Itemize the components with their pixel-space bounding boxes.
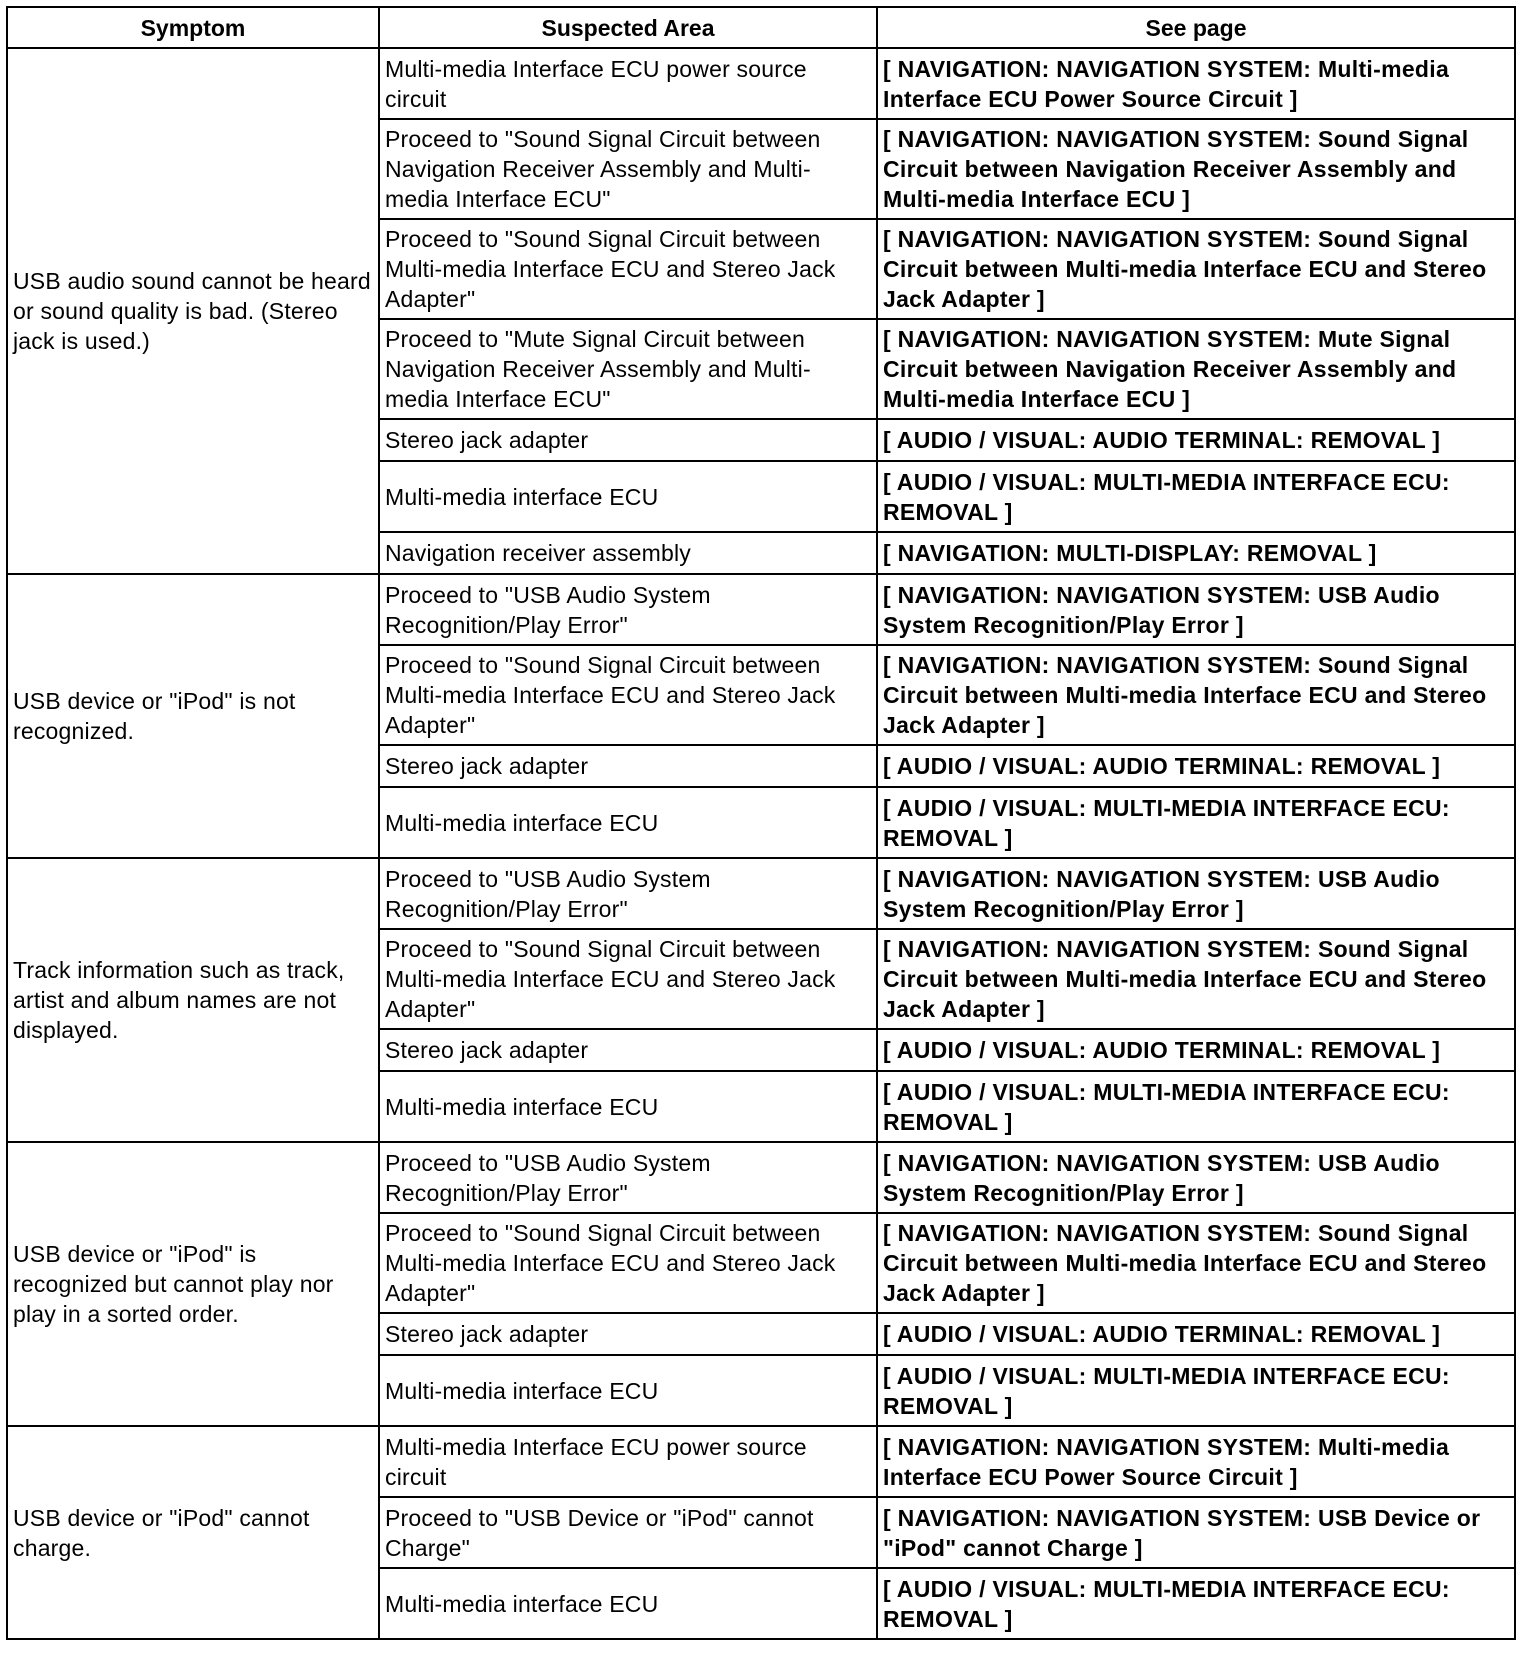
table-row	[7, 48, 1515, 119]
see-page-link[interactable]: [ AUDIO / VISUAL: MULTI-MEDIA INTERFACE ECU: REMOVAL ]	[877, 1355, 1515, 1426]
suspected-area-cell: Multi-media interface ECU	[379, 787, 877, 858]
see-page-link[interactable]: [ NAVIGATION: NAVIGATION SYSTEM: Multi-media Interface ECU Power Source Circuit ]	[877, 1426, 1515, 1497]
suspected-area-cell: Proceed to "Sound Signal Circuit between Multi-media Interface ECU and Stereo Jack Adapter"	[379, 929, 877, 1029]
table-row	[7, 858, 1515, 929]
see-page-link[interactable]: [ NAVIGATION: NAVIGATION SYSTEM: Sound Signal Circuit between Navigation Receiver Assembly and Multi-media Interface ECU ]	[877, 119, 1515, 219]
suspected-area-cell: Stereo jack adapter	[379, 745, 877, 787]
symptom-cell: USB device or "iPod" cannot charge.	[7, 1426, 379, 1639]
suspected-area-cell: Proceed to "USB Device or "iPod" cannot Charge"	[379, 1497, 877, 1568]
see-page-link[interactable]: [ AUDIO / VISUAL: AUDIO TERMINAL: REMOVAL ]	[877, 1029, 1515, 1071]
see-page-link[interactable]: [ NAVIGATION: NAVIGATION SYSTEM: Multi-media Interface ECU Power Source Circuit ]	[877, 48, 1515, 119]
suspected-area-cell: Proceed to "Sound Signal Circuit between Multi-media Interface ECU and Stereo Jack Adapter"	[379, 219, 877, 319]
see-page-link[interactable]: [ AUDIO / VISUAL: MULTI-MEDIA INTERFACE ECU: REMOVAL ]	[877, 787, 1515, 858]
see-page-link[interactable]: [ NAVIGATION: NAVIGATION SYSTEM: Sound Signal Circuit between Multi-media Interface ECU and Stereo Jack Adapter ]	[877, 929, 1515, 1029]
suspected-area-cell: Multi-media Interface ECU power source circuit	[379, 48, 877, 119]
symptom-cell: USB audio sound cannot be heard or sound quality is bad. (Stereo jack is used.)	[7, 48, 379, 574]
symptom-cell: Track information such as track, artist and album names are not displayed.	[7, 858, 379, 1142]
see-page-link[interactable]: [ AUDIO / VISUAL: MULTI-MEDIA INTERFACE ECU: REMOVAL ]	[877, 1568, 1515, 1639]
table-row	[7, 574, 1515, 645]
see-page-link[interactable]: [ NAVIGATION: NAVIGATION SYSTEM: USB Audio System Recognition/Play Error ]	[877, 1142, 1515, 1213]
table-row	[7, 1142, 1515, 1213]
suspected-area-cell: Stereo jack adapter	[379, 419, 877, 461]
suspected-area-cell: Proceed to "Sound Signal Circuit between Multi-media Interface ECU and Stereo Jack Adapter"	[379, 645, 877, 745]
header-symptom: Symptom	[7, 7, 379, 48]
suspected-area-cell: Proceed to "Mute Signal Circuit between Navigation Receiver Assembly and Multi-media Interface ECU"	[379, 319, 877, 419]
suspected-area-cell: Proceed to "Sound Signal Circuit between Multi-media Interface ECU and Stereo Jack Adapter"	[379, 1213, 877, 1313]
suspected-area-cell: Multi-media Interface ECU power source circuit	[379, 1426, 877, 1497]
symptom-cell: USB device or "iPod" is recognized but cannot play nor play in a sorted order.	[7, 1142, 379, 1426]
suspected-area-cell: Stereo jack adapter	[379, 1029, 877, 1071]
see-page-link[interactable]: [ AUDIO / VISUAL: AUDIO TERMINAL: REMOVAL ]	[877, 1313, 1515, 1355]
suspected-area-cell: Multi-media interface ECU	[379, 1071, 877, 1142]
see-page-link[interactable]: [ AUDIO / VISUAL: MULTI-MEDIA INTERFACE ECU: REMOVAL ]	[877, 1071, 1515, 1142]
symptom-table	[6, 6, 1516, 1640]
see-page-link[interactable]: [ AUDIO / VISUAL: AUDIO TERMINAL: REMOVAL ]	[877, 745, 1515, 787]
see-page-link[interactable]: [ NAVIGATION: MULTI-DISPLAY: REMOVAL ]	[877, 532, 1515, 574]
see-page-link[interactable]: [ NAVIGATION: NAVIGATION SYSTEM: Sound Signal Circuit between Multi-media Interface ECU and Stereo Jack Adapter ]	[877, 1213, 1515, 1313]
see-page-link[interactable]: [ AUDIO / VISUAL: AUDIO TERMINAL: REMOVAL ]	[877, 419, 1515, 461]
see-page-link[interactable]: [ NAVIGATION: NAVIGATION SYSTEM: USB Audio System Recognition/Play Error ]	[877, 574, 1515, 645]
header-suspected-area: Suspected Area	[379, 7, 877, 48]
suspected-area-cell: Stereo jack adapter	[379, 1313, 877, 1355]
symptom-cell: USB device or "iPod" is not recognized.	[7, 574, 379, 858]
suspected-area-cell: Navigation receiver assembly	[379, 532, 877, 574]
header-see-page: See page	[877, 7, 1515, 48]
suspected-area-cell: Multi-media interface ECU	[379, 1355, 877, 1426]
table-row	[7, 1426, 1515, 1497]
suspected-area-cell: Proceed to "Sound Signal Circuit between Navigation Receiver Assembly and Multi-media Interface ECU"	[379, 119, 877, 219]
see-page-link[interactable]: [ NAVIGATION: NAVIGATION SYSTEM: USB Device or "iPod" cannot Charge ]	[877, 1497, 1515, 1568]
suspected-area-cell: Proceed to "USB Audio System Recognition/Play Error"	[379, 858, 877, 929]
see-page-link[interactable]: [ NAVIGATION: NAVIGATION SYSTEM: USB Audio System Recognition/Play Error ]	[877, 858, 1515, 929]
suspected-area-cell: Multi-media interface ECU	[379, 1568, 877, 1639]
suspected-area-cell: Proceed to "USB Audio System Recognition/Play Error"	[379, 574, 877, 645]
see-page-link[interactable]: [ AUDIO / VISUAL: MULTI-MEDIA INTERFACE ECU: REMOVAL ]	[877, 461, 1515, 532]
see-page-link[interactable]: [ NAVIGATION: NAVIGATION SYSTEM: Sound Signal Circuit between Multi-media Interface ECU and Stereo Jack Adapter ]	[877, 219, 1515, 319]
see-page-link[interactable]: [ NAVIGATION: NAVIGATION SYSTEM: Sound Signal Circuit between Multi-media Interface ECU and Stereo Jack Adapter ]	[877, 645, 1515, 745]
see-page-link[interactable]: [ NAVIGATION: NAVIGATION SYSTEM: Mute Signal Circuit between Navigation Receiver Assembly and Multi-media Interface ECU ]	[877, 319, 1515, 419]
suspected-area-cell: Multi-media interface ECU	[379, 461, 877, 532]
header-row	[7, 7, 1515, 48]
suspected-area-cell: Proceed to "USB Audio System Recognition/Play Error"	[379, 1142, 877, 1213]
